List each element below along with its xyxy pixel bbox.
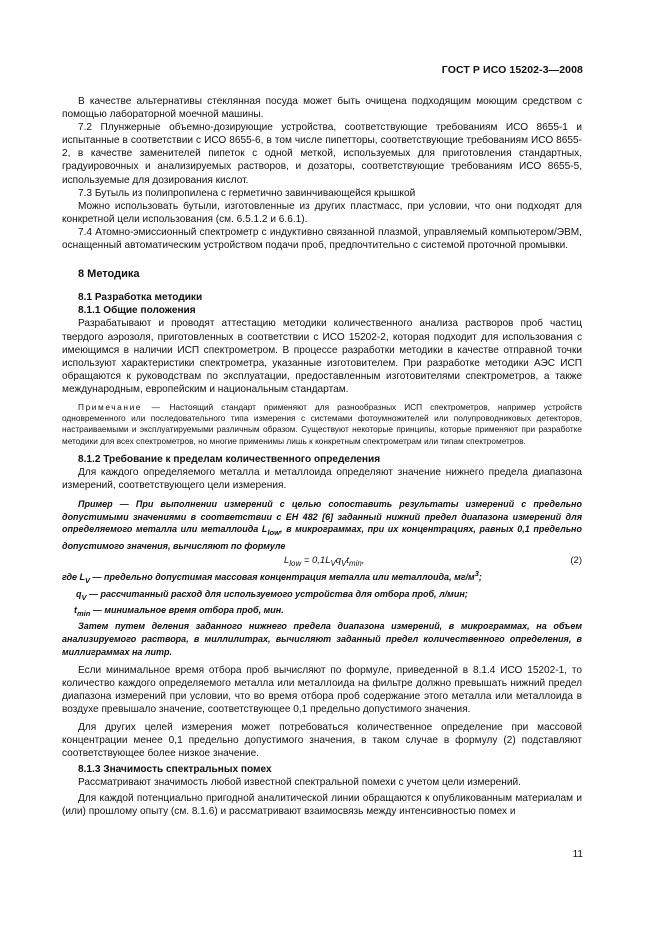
example-lead: Пример —: [78, 499, 129, 510]
example-text-a: При выполнении измерений с целью сопоставить результаты измерений с предельно допустимыми значениями в соответствии с ЕН 482 [6] заданный нижний предел диапазона измерений для определяемого металла или металлоида L: [62, 499, 582, 535]
definition-qv: $q_V$ — рассчитанный расход для используемого устройства для отбора проб, л/мин;: [76, 588, 468, 602]
paragraph-8-1-3-b: Для каждой потенциально пригодной аналитической линии обращаются к опубликованным материалам и (или) прошлому опыту (см. 8.1.6) и рассматривают взаимосвязь между интенсивностью помех и: [62, 793, 582, 818]
example-sub-low: low: [267, 528, 280, 538]
page-body: [62, 95, 582, 818]
paragraph-min-sampling-time: Если минимальное время отбора проб вычисляют по формуле, приведенной в 8.1.4 ИСО 15202-1, то количество каждого определяемого металла или металлоида на фильтре должно превышать нижний предел диапазона измерений при условии, что во время отбора проб содержание этого металла или металлоида в воздухе превышало значение, соответствующее 0,1 предельно допустимого значения.: [62, 665, 582, 716]
example-text-b: , в микрограммах, при их концентрациях, равных 0,1 предельно допустимого значения, вычисляют по формуле: [62, 524, 582, 551]
paragraph-7-4: 7.4 Атомно-эмиссионный спектрометр с индуктивно связанной плазмой, управляемый компьютером/ЭВМ, оснащенный автоматическим устройством подачи проб, предпочтительно с системой проточной промывки.: [62, 226, 582, 252]
note-lead: Примечание —: [78, 401, 162, 412]
formula-expression: $L_{low} = 0,1L_Vq_Vt_{min}$,: [284, 555, 365, 569]
paragraph-7-3: 7.3 Бутыль из полипропилена с герметично завинчивающейся крышкой: [78, 187, 416, 199]
paragraph-other-purposes: Для других целей измерения может потребоваться количественное определение при массовой концентрации менее 0,1 предельно допустимого значения, в таком случае в формулу (2) подставляют соответствующее более низкое значение.: [62, 721, 582, 759]
definition-tmin: $t_{min}$ — минимальное время отбора проб, мин.: [74, 605, 284, 618]
note-8-1-1: [62, 402, 582, 447]
page-number: 11: [572, 849, 583, 860]
paragraph-8-1-1: Разрабатывают и проводят аттестацию методики количественного анализа растворов проб частиц твердого аэрозоля, приготовленных в соответствии с ИСО 15202-2, которая подходит для использования с имеющимся в наличии ИСП спектрометром. В процессе разработки методики в качестве отправной точки используют характеристики спектрометра, указанные изготовителем. При разработке методики АЭС ИСП обращаются к руководствам по эксплуатации, предоставленным изготовителями спектрометров, а также международным, европейским и национальным стандартам.: [62, 318, 582, 395]
paragraph-7-2: 7.2 Плунжерные объемно-дозирующие устройства, соответствующие требованиям ИСО 8655-1 и испытанные в соответствии с ИСО 8655-6, в том числе пипетторы, соответствующие требованиям ИСО 8655-2, в качестве заменителей пипеток с одной меткой, используемых для приготовления стандартных, градуировочных и анализируемых растворов, и дозаторы, соответствующие требованиям ИСО 8655-5, используемые для дозирования кислот.: [62, 122, 582, 186]
paragraph-8-1-3-a: Рассматривают значимость любой известной спектральной помехи с учетом цели измерений.: [78, 776, 521, 788]
example-continuation: Затем путем деления заданного нижнего предела диапазона измерений, в микрограммах, на объем анализируемого раствора, в миллилитрах, вычисляют заданный предел количественного определения, в миллиграммах на литр.: [62, 621, 582, 657]
heading-8-1: 8.1 Разработка методики: [78, 292, 203, 304]
page-header-standard: ГОСТ Р ИСО 15202-3—2008: [441, 64, 583, 76]
note-text: Настоящий стандарт применяют для разнообразных ИСП спектрометров, например устройств одновременного или последовательного типа измерения с системами фотоумножителей или полупроводниковых детекторов, настраиваемыми и эксплуатируемыми различным образом. Существуют некоторые принципы, которые применяют при разработке методики для всех спектрометров, но многие применимы лишь к конкретным спектрометрам или типам спектрометров.: [62, 401, 583, 446]
heading-8-1-1: 8.1.1 Общие положения: [78, 305, 196, 317]
formula-number: (2): [570, 555, 582, 567]
heading-8-1-2: 8.1.2 Требование к пределам количественного определения: [78, 453, 381, 465]
paragraph-8-1-2: Для каждого определяемого металла и металлоида определяют значение нижнего предела диапазона измерений, соответствующего цели измерения.: [62, 466, 582, 491]
formula-2: [62, 553, 582, 568]
paragraph-glassware-cleaning: В качестве альтернативы стеклянная посуда может быть очищена подходящим моющим средством с помощью лабораторной моечной машины.: [62, 96, 582, 121]
heading-8-1-3: 8.1.3 Значимость спектральных помех: [78, 763, 272, 775]
paragraph-bottles: Можно использовать бутыли, изготовленные из других пластмасс, при условии, что они подходят для конкретной цели использования (см. 6.5.1.2 и 6.6.1).: [62, 200, 582, 225]
definition-lv: где $L_V$ — предельно допустимая массовая концентрация металла или металлоида, $мг/м^3$;: [62, 569, 482, 586]
section-8-title: 8 Методика: [78, 268, 140, 281]
example-block: [62, 498, 582, 552]
